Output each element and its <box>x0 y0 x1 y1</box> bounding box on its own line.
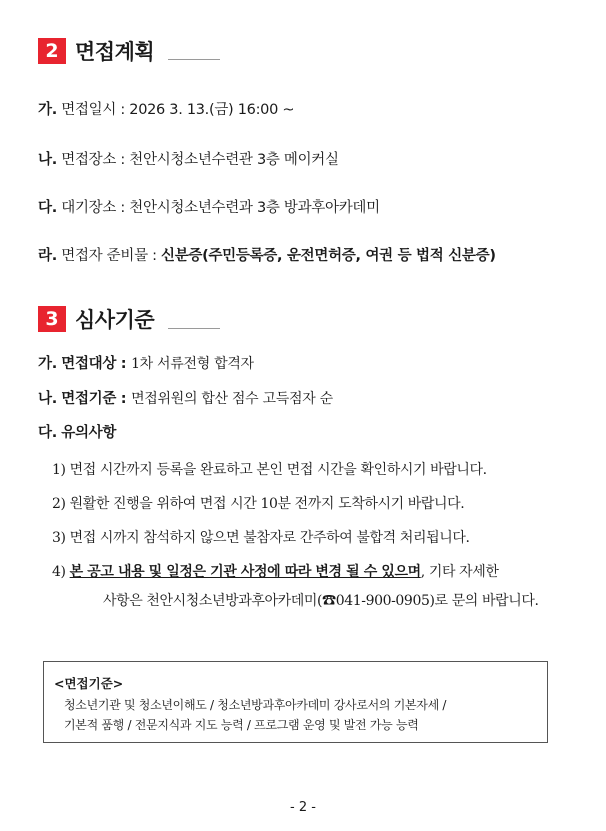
item-value: 천안시청소년수련관 3층 메이커실 <box>129 152 339 168</box>
section-number-badge: 3 <box>38 306 66 332</box>
section-2-heading <box>38 37 154 65</box>
note-4-continued <box>103 590 539 610</box>
note-text: 사항은 천안시청소년방과후아카데미( <box>103 593 323 609</box>
section-number-badge: 2 <box>38 38 66 64</box>
note-2: 2) 원활한 진행을 위하여 면접 시간 10분 전까지 도착하시기 바랍니다. <box>52 496 465 512</box>
section-title: 심사기준 <box>75 308 155 332</box>
criteria-item-standard <box>38 387 333 408</box>
item-label: 면접대상 <box>61 356 117 372</box>
section-title: 면접계획 <box>75 40 155 64</box>
item-marker: 나. <box>38 391 57 407</box>
item-label: 면접기준 <box>61 391 117 407</box>
item-marker: 다. <box>38 200 57 216</box>
item-value: 2026 3. 13.(금) 16:00 ~ <box>129 102 295 118</box>
item-label: 대기장소 <box>61 200 117 216</box>
page-number: - 2 - <box>290 800 316 815</box>
note-1: 1) 면접 시간까지 등록을 완료하고 본인 면접 시간을 확인하시기 바랍니다. <box>52 462 487 478</box>
note-4 <box>52 561 499 581</box>
item-separator: : <box>147 248 162 264</box>
item-label: 면접장소 <box>61 152 117 168</box>
criteria-item-target <box>38 352 254 373</box>
item-value: 천안시청소년수련과 3층 방과후아카데미 <box>129 200 380 216</box>
criteria-item-notes-heading <box>38 421 116 442</box>
interview-criteria-box <box>43 661 548 743</box>
plan-item-requirements <box>38 244 496 265</box>
item-separator: : <box>116 391 132 407</box>
note-emphasis: 본 공고 내용 및 일정은 기관 사정에 따라 변경 될 수 있으며 <box>69 564 421 580</box>
item-marker: 가. <box>38 102 57 118</box>
note-text: 041-900-0905)로 문의 바랍니다. <box>335 593 539 609</box>
item-label: 면접자 준비물 <box>61 248 148 264</box>
item-marker: 다. <box>38 425 57 441</box>
box-line-2: 기본적 품행 / 전문지식과 지도 능력 / 프로그램 운영 및 발전 가능 능력 <box>64 718 419 732</box>
note-text: , 기타 자세한 <box>420 564 499 580</box>
item-marker: 라. <box>38 248 57 264</box>
item-separator: : <box>116 152 130 168</box>
note-number: 4) <box>52 564 66 580</box>
section-underline <box>168 59 220 60</box>
phone-icon: ☎ <box>322 593 336 609</box>
item-marker: 나. <box>38 152 57 168</box>
box-line-1: 청소년기관 및 청소년이해도 / 청소년방과후아카데미 강사로서의 기본자세 / <box>64 698 447 712</box>
item-label: 면접일시 <box>61 102 117 118</box>
item-value: 면접위원의 합산 점수 고득점자 순 <box>131 391 333 407</box>
box-title: <면접기준> <box>54 676 124 691</box>
item-value: 신분증(주민등록증, 운전면허증, 여권 등 법적 신분증) <box>161 248 496 264</box>
plan-item-datetime <box>38 98 294 119</box>
item-separator: : <box>116 200 130 216</box>
plan-item-location <box>38 148 339 169</box>
item-value: 1차 서류전형 합격자 <box>131 356 254 372</box>
item-label: 유의사항 <box>61 425 117 441</box>
note-3: 3) 면접 시까지 참석하지 않으면 불참자로 간주하여 불합격 처리됩니다. <box>52 530 470 546</box>
item-marker: 가. <box>38 356 57 372</box>
section-3-heading <box>38 305 154 333</box>
item-separator: : <box>116 102 130 118</box>
plan-item-waiting-room <box>38 196 380 217</box>
item-separator: : <box>116 356 132 372</box>
section-underline <box>168 328 220 329</box>
